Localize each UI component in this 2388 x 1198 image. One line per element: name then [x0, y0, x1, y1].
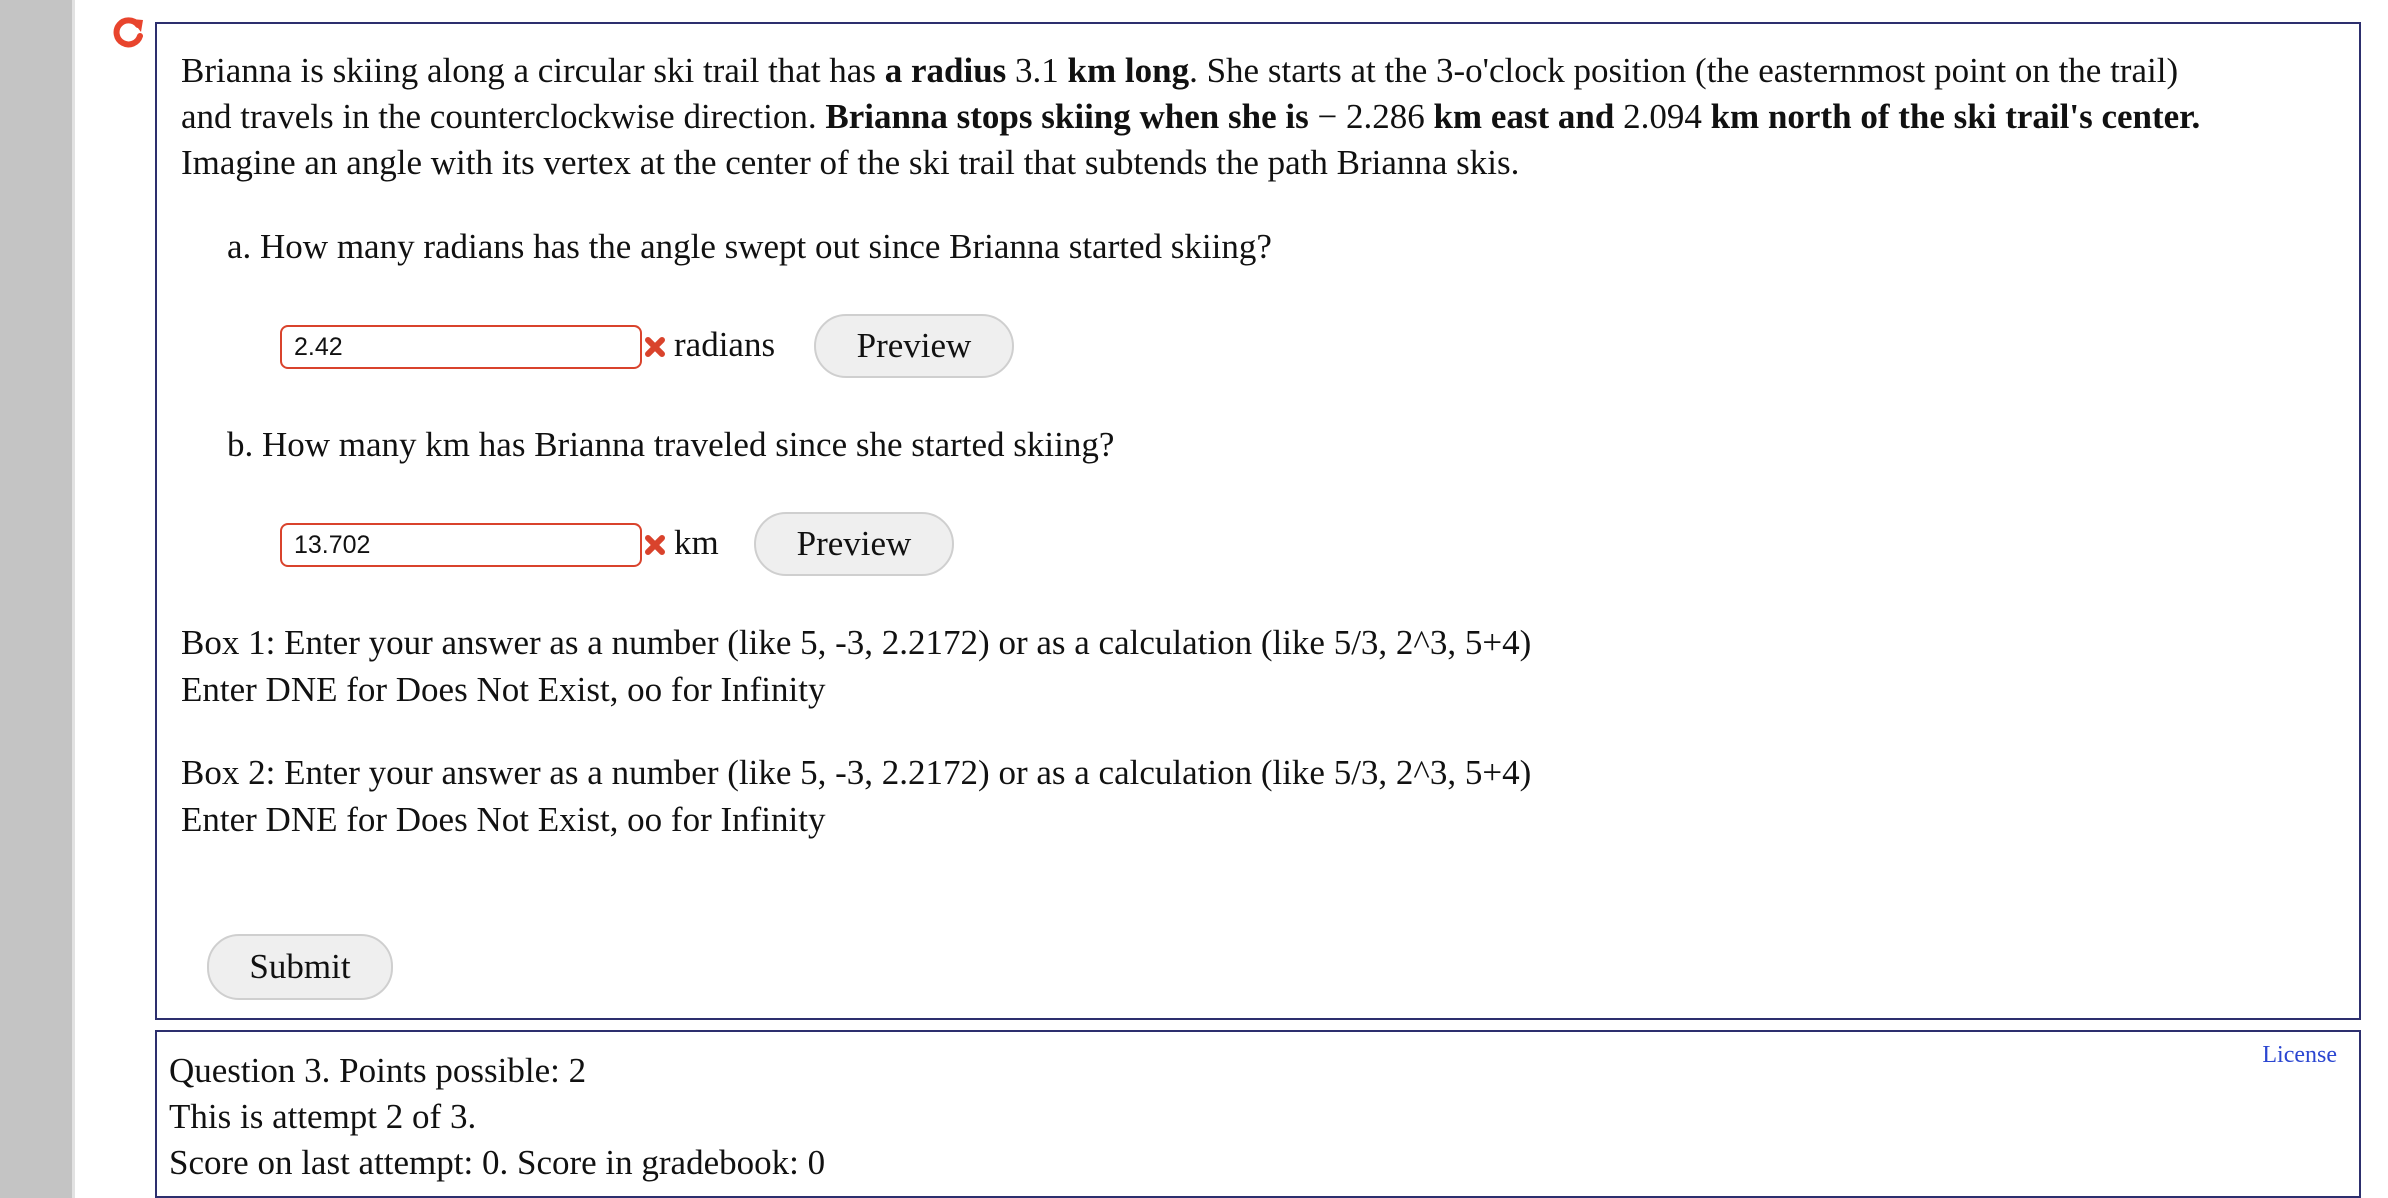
question-box	[155, 22, 2361, 1020]
part-b-answer-input[interactable]	[280, 523, 642, 567]
part-a-unit: radians	[674, 325, 776, 364]
box1-help-line-2: Enter DNE for Does Not Exist, oo for Infinity	[181, 670, 826, 709]
submit-button[interactable]: Submit	[207, 934, 393, 1000]
part-b-unit: km	[674, 523, 719, 562]
box1-help-line-1: Box 1: Enter your answer as a number (like 5, -3, 2.2172) or as a calculation (like 5/3, 2^3, 5+4)	[181, 623, 1532, 662]
attempt-count: This is attempt 2 of 3.	[169, 1097, 477, 1136]
question-info-box	[155, 1030, 2361, 1198]
left-gutter	[0, 0, 72, 1198]
stem-line-2: and travels in the counterclockwise direction. Brianna stops skiing when she is − 2.286 km east and 2.094 km north of the ski trail's center.	[181, 97, 2201, 136]
box2-help-line-1: Box 2: Enter your answer as a number (like 5, -3, 2.2172) or as a calculation (like 5/3, 2^3, 5+4)	[181, 753, 1532, 792]
box2-help-line-2: Enter DNE for Does Not Exist, oo for Infinity	[181, 800, 826, 839]
part-b-prompt: b. How many km has Brianna traveled since she started skiing?	[227, 425, 1115, 464]
license-link[interactable]: License	[2262, 1042, 2337, 1068]
part-a-preview-button[interactable]: Preview	[814, 314, 1014, 378]
gutter-divider	[72, 0, 75, 1198]
stem-line-1: Brianna is skiing along a circular ski trail that has a radius 3.1 km long. She starts at the 3-o'clock position (the easternmost point on the trail)	[181, 51, 2179, 90]
part-a-answer-input[interactable]	[280, 325, 642, 369]
score-summary: Score on last attempt: 0. Score in gradebook: 0	[169, 1143, 826, 1182]
incorrect-x-icon	[644, 534, 666, 556]
redo-icon[interactable]	[111, 16, 145, 50]
points-possible: Question 3. Points possible: 2	[169, 1051, 587, 1090]
part-b-preview-button[interactable]: Preview	[754, 512, 954, 576]
stem-line-3: Imagine an angle with its vertex at the center of the ski trail that subtends the path Brianna skis.	[181, 143, 1520, 182]
part-a-prompt: a. How many radians has the angle swept out since Brianna started skiing?	[227, 227, 1272, 266]
incorrect-x-icon	[644, 336, 666, 358]
